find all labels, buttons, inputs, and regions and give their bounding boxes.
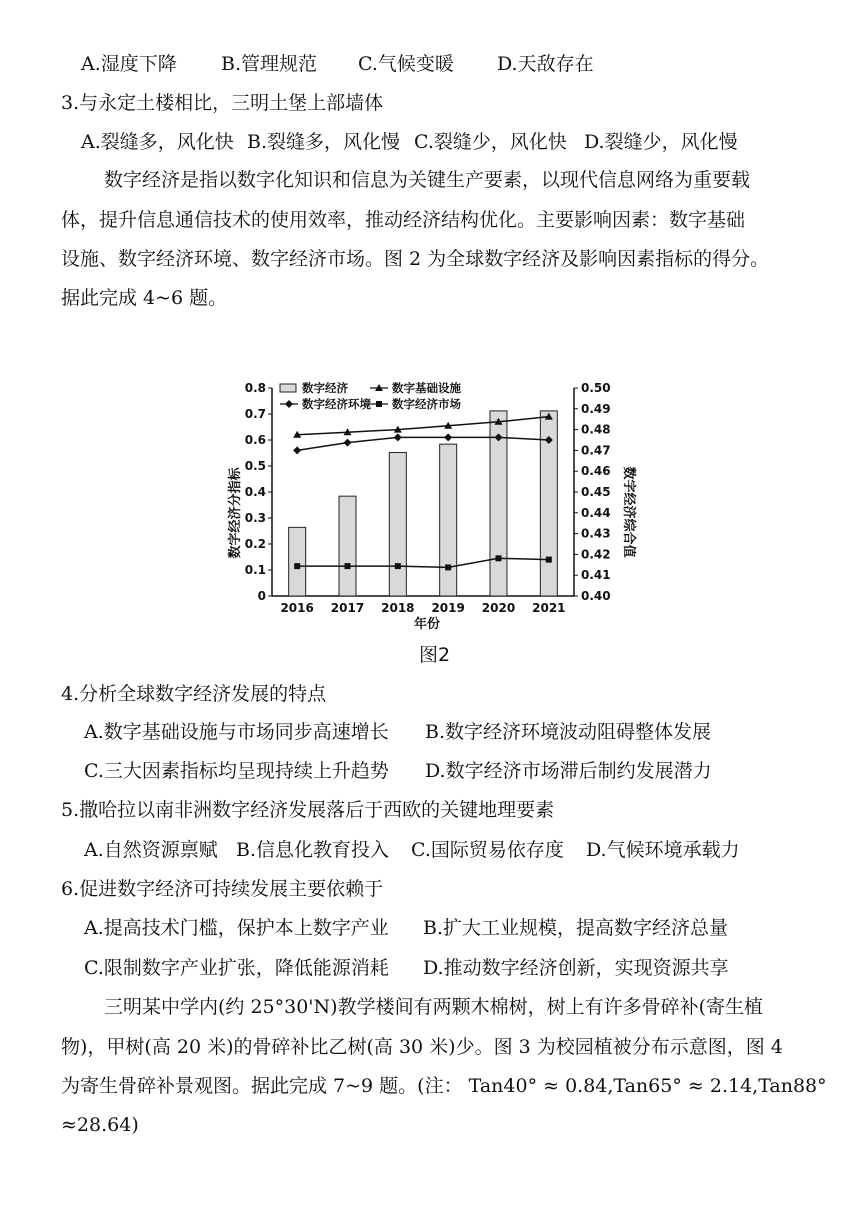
series-2-point-2020 [496,555,502,561]
x-tick-label: 2019 [431,601,465,615]
q4-option-b: B.数字经济环境波动阻碍整体发展 [425,721,712,743]
q5-option-c: C.国际贸易依存度 [411,839,564,861]
passage1-line-4: 据此完成 4~6 题。 [61,287,228,309]
chart-lines [293,413,553,571]
q2-option-b: B.管理规范 [221,53,318,75]
left-tick-label: 0.1 [244,563,266,577]
series-1-point-2017 [344,439,352,447]
legend-label-0: 数字经济 [302,381,348,395]
q5-option-d: D.气候环境承载力 [586,839,740,861]
legend-marker-2 [285,400,293,408]
q6-option-c: C.限制数字产业扩张，降低能源消耗 [84,957,389,979]
x-tick-label: 2016 [280,601,314,615]
q5-option-b: B.信息化教育投入 [236,839,390,861]
series-2-point-2016 [294,563,300,569]
passage2-line-2: 物)，甲树(高 20 米)的骨碎补比乙树(高 30 米)少。图 3 为校园植被分布示意图，图 4 [61,1036,783,1058]
series-1-point-2019 [444,433,452,441]
q3-option-c: C.裂缝少，风化快 [414,131,567,153]
q3-option-a: A.裂缝多，风化快 [81,131,234,153]
legend-marker-3 [376,401,382,407]
series-line-1 [297,437,549,450]
right-tick-label: 0.40 [581,589,611,603]
left-tick-label: 0.2 [244,537,266,551]
x-tick-label: 2018 [381,601,415,615]
legend-swatch-bar [280,384,296,392]
q5-stem: 5.撒哈拉以南非洲数字经济发展落后于西欧的关键地理要素 [61,799,555,821]
right-tick-label: 0.50 [581,381,611,395]
right-tick-label: 0.48 [581,422,611,437]
passage1-line-3: 设施、数字经济环境、数字经济市场。图 2 为全球数字经济及影响因素指标的得分。 [61,248,770,270]
series-line-0 [297,417,549,435]
x-tick-label: 2021 [532,601,566,615]
q6-stem: 6.促进数字经济可持续发展主要依赖于 [61,878,384,900]
bar-2016 [289,527,306,596]
series-1-point-2016 [293,446,301,454]
left-tick-label: 0.5 [244,459,266,473]
series-2-point-2018 [395,563,401,569]
right-axis-label: 数字经济综合值 [621,466,636,558]
series-1-point-2018 [394,433,402,441]
x-axis-label: 年份 [413,617,441,632]
bar-2019 [440,444,457,596]
figure-caption: 图2 [419,644,451,666]
right-tick-label: 0.41 [581,568,611,583]
right-tick-label: 0.45 [581,485,611,499]
q5-option-a: A.自然资源禀赋 [84,839,218,861]
chart-legend [280,381,461,411]
q6-option-b: B.扩大工业规模，提高数字经济总量 [423,917,729,939]
left-tick-label: 0 [257,589,266,603]
q4-stem: 4.分析全球数字经济发展的特点 [61,683,327,705]
passage1-line-2: 体，提升信息通信技术的使用效率，推动经济结构优化。主要影响因素：数字基础 [61,209,746,231]
q3-option-d: D.裂缝少，风化慢 [584,131,738,153]
left-tick-label: 0.8 [244,381,266,395]
q6-option-a: A.提高技术门槛，保护本上数字产业 [84,917,389,939]
series-2-point-2021 [546,557,552,563]
x-tick-label: 2017 [330,601,365,615]
right-tick-label: 0.46 [581,464,611,479]
q4-option-a: A.数字基础设施与市场同步高速增长 [84,721,389,743]
passage1-line-1: 数字经济是指以数字化知识和信息为关键生产要素，以现代信息网络为重要载 [104,169,751,191]
q4-option-d: D.数字经济市场滞后制约发展潜力 [425,760,712,782]
q2-option-c: C.气候变暖 [358,53,454,75]
series-2-point-2017 [345,563,351,569]
right-tick-label: 0.42 [581,547,611,562]
bar-2018 [389,452,406,596]
right-tick-label: 0.43 [581,526,611,541]
left-axis-label: 数字经济分指标 [228,467,243,559]
legend-label-3: 数字经济市场 [392,397,461,411]
left-tick-label: 0.3 [244,511,266,525]
q2-option-d: D.天敌存在 [497,53,594,75]
legend-label-1: 数字基础设施 [392,381,461,395]
series-line-2 [297,558,549,567]
passage2-line-3: 为寄生骨碎补景观图。据此完成 7~9 题。(注： Tan40° ≈ 0.84,Tan65° ≈ 2.14,Tan88° [61,1075,827,1097]
left-tick-label: 0.7 [244,407,266,421]
q3-stem: 3.与永定土楼相比，三明土堡上部墙体 [61,92,384,114]
x-tick-label: 2020 [481,601,516,615]
passage2-line-4: ≈28.64) [61,1114,139,1136]
series-2-point-2019 [445,564,451,570]
passage2-line-1: 三明某中学内(约 25°30'N)教学楼间有两颗木棉树，树上有许多骨碎补(寄生植 [104,996,763,1018]
bar-2017 [339,496,356,596]
left-tick-label: 0.6 [244,433,266,447]
q3-option-b: B.裂缝多，风化慢 [247,131,401,153]
q4-option-c: C.三大因素指标均呈现持续上升趋势 [84,760,389,782]
q6-option-d: D.推动数字经济创新，实现资源共享 [423,957,729,979]
q2-option-a: A.湿度下降 [81,53,177,75]
right-tick-label: 0.47 [581,443,611,458]
right-tick-label: 0.44 [581,505,611,520]
figure-2-chart [222,376,642,636]
left-tick-label: 0.4 [244,485,266,499]
legend-label-2: 数字经济环境 [302,397,371,411]
right-tick-label: 0.49 [581,401,611,416]
